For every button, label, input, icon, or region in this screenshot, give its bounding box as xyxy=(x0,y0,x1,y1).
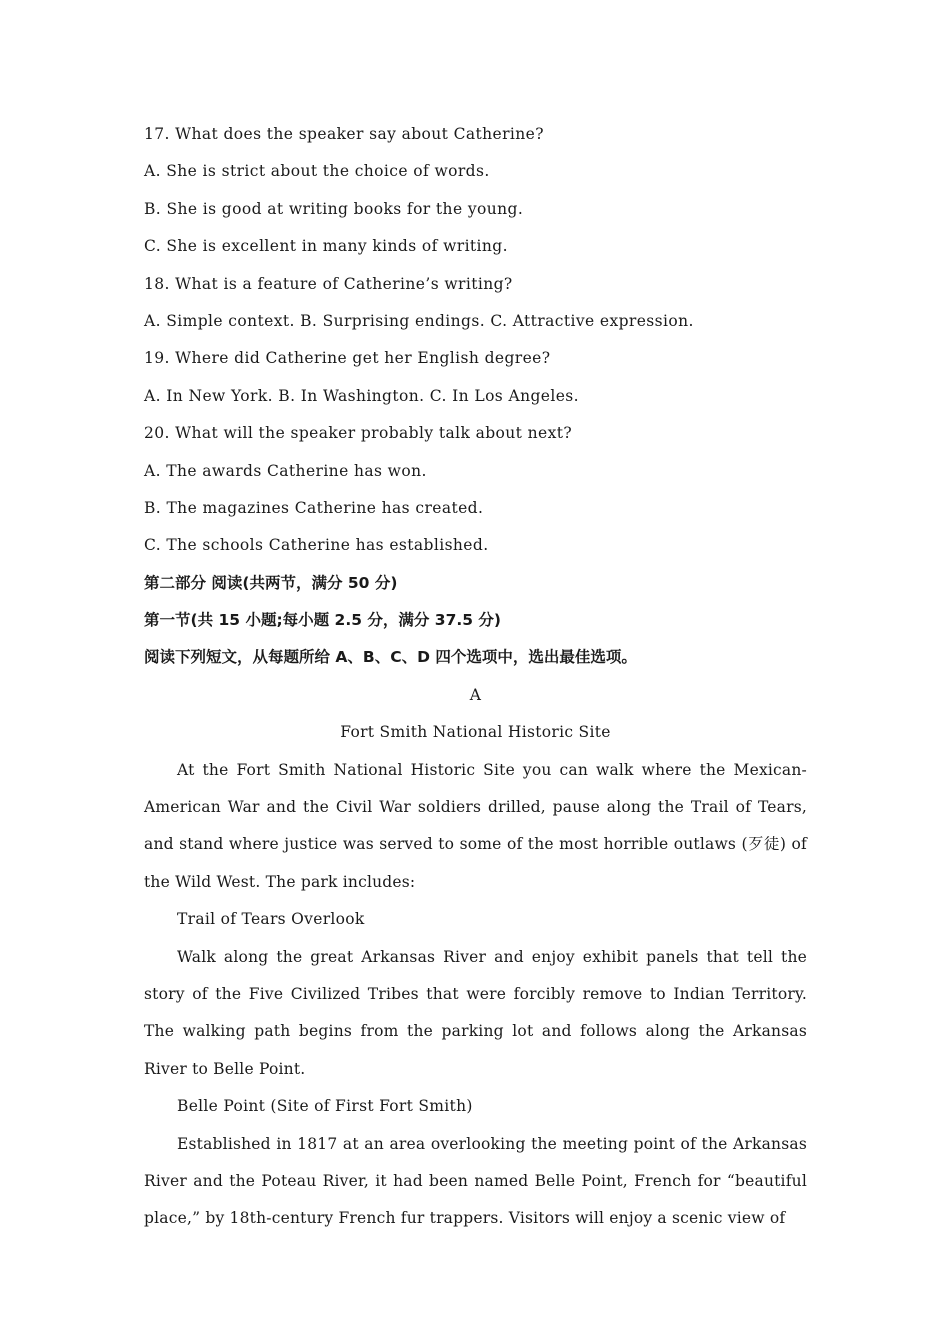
passage-title: Fort Smith National Historic Site xyxy=(340,723,611,742)
belle-paragraph: Established in 1817 at an area overlooking the meeting point of the Arkansas River and the Poteau River, it had been named Belle Point, French for “beautiful place,” by 18th-century French fur trappers. Visitors will enjoy a scenic view of xyxy=(144,1134,807,1228)
trail-heading: Trail of Tears Overlook xyxy=(177,910,365,929)
passage-intro: At the Fort Smith National Historic Site you can walk where the Mexican-American War and the Civil War soldiers drilled, pause along the Trail of Tears, and stand where justice was served to some of the most horrible outlaws (歹徒) of the Wild West. The park includes: xyxy=(144,760,807,891)
question-19: 19. Where did Catherine get her English degree? xyxy=(144,349,551,368)
part-title: 第二部分 阅读(共两节，满分 50 分) xyxy=(144,573,398,592)
option-20a: A. The awards Catherine has won. xyxy=(144,461,427,480)
passage-letter: A xyxy=(469,685,482,704)
options-18: A. Simple context. B. Surprising endings. C. Attractive expression. xyxy=(144,311,694,330)
question-18: 18. What is a feature of Catherine’s writing? xyxy=(144,274,513,293)
option-20c: C. The schools Catherine has established. xyxy=(144,536,489,555)
options-19: A. In New York. B. In Washington. C. In Los Angeles. xyxy=(144,386,579,405)
question-20: 20. What will the speaker probably talk about next? xyxy=(144,424,573,443)
reading-instruction: 阅读下列短文，从每题所给 A、B、C、D 四个选项中，选出最佳选项。 xyxy=(144,648,637,667)
option-17c: C. She is excellent in many kinds of writing. xyxy=(144,237,508,256)
question-17: 17. What does the speaker say about Catherine? xyxy=(144,125,544,143)
option-17b: B. She is good at writing books for the young. xyxy=(144,199,524,218)
belle-heading: Belle Point (Site of First Fort Smith) xyxy=(177,1097,473,1116)
option-20b: B. The magazines Catherine has created. xyxy=(144,498,484,517)
option-17a: A. She is strict about the choice of words. xyxy=(144,162,490,181)
trail-paragraph: Walk along the great Arkansas River and enjoy exhibit panels that tell the story of the Five Civilized Tribes that were forcibly remove to Indian Territory. The walking path begins from the parking lot and follows along the Arkansas River to Belle Point. xyxy=(144,947,807,1078)
section-title: 第一节(共 15 小题;每小题 2.5 分，满分 37.5 分) xyxy=(144,611,502,630)
document-page xyxy=(144,116,807,1238)
